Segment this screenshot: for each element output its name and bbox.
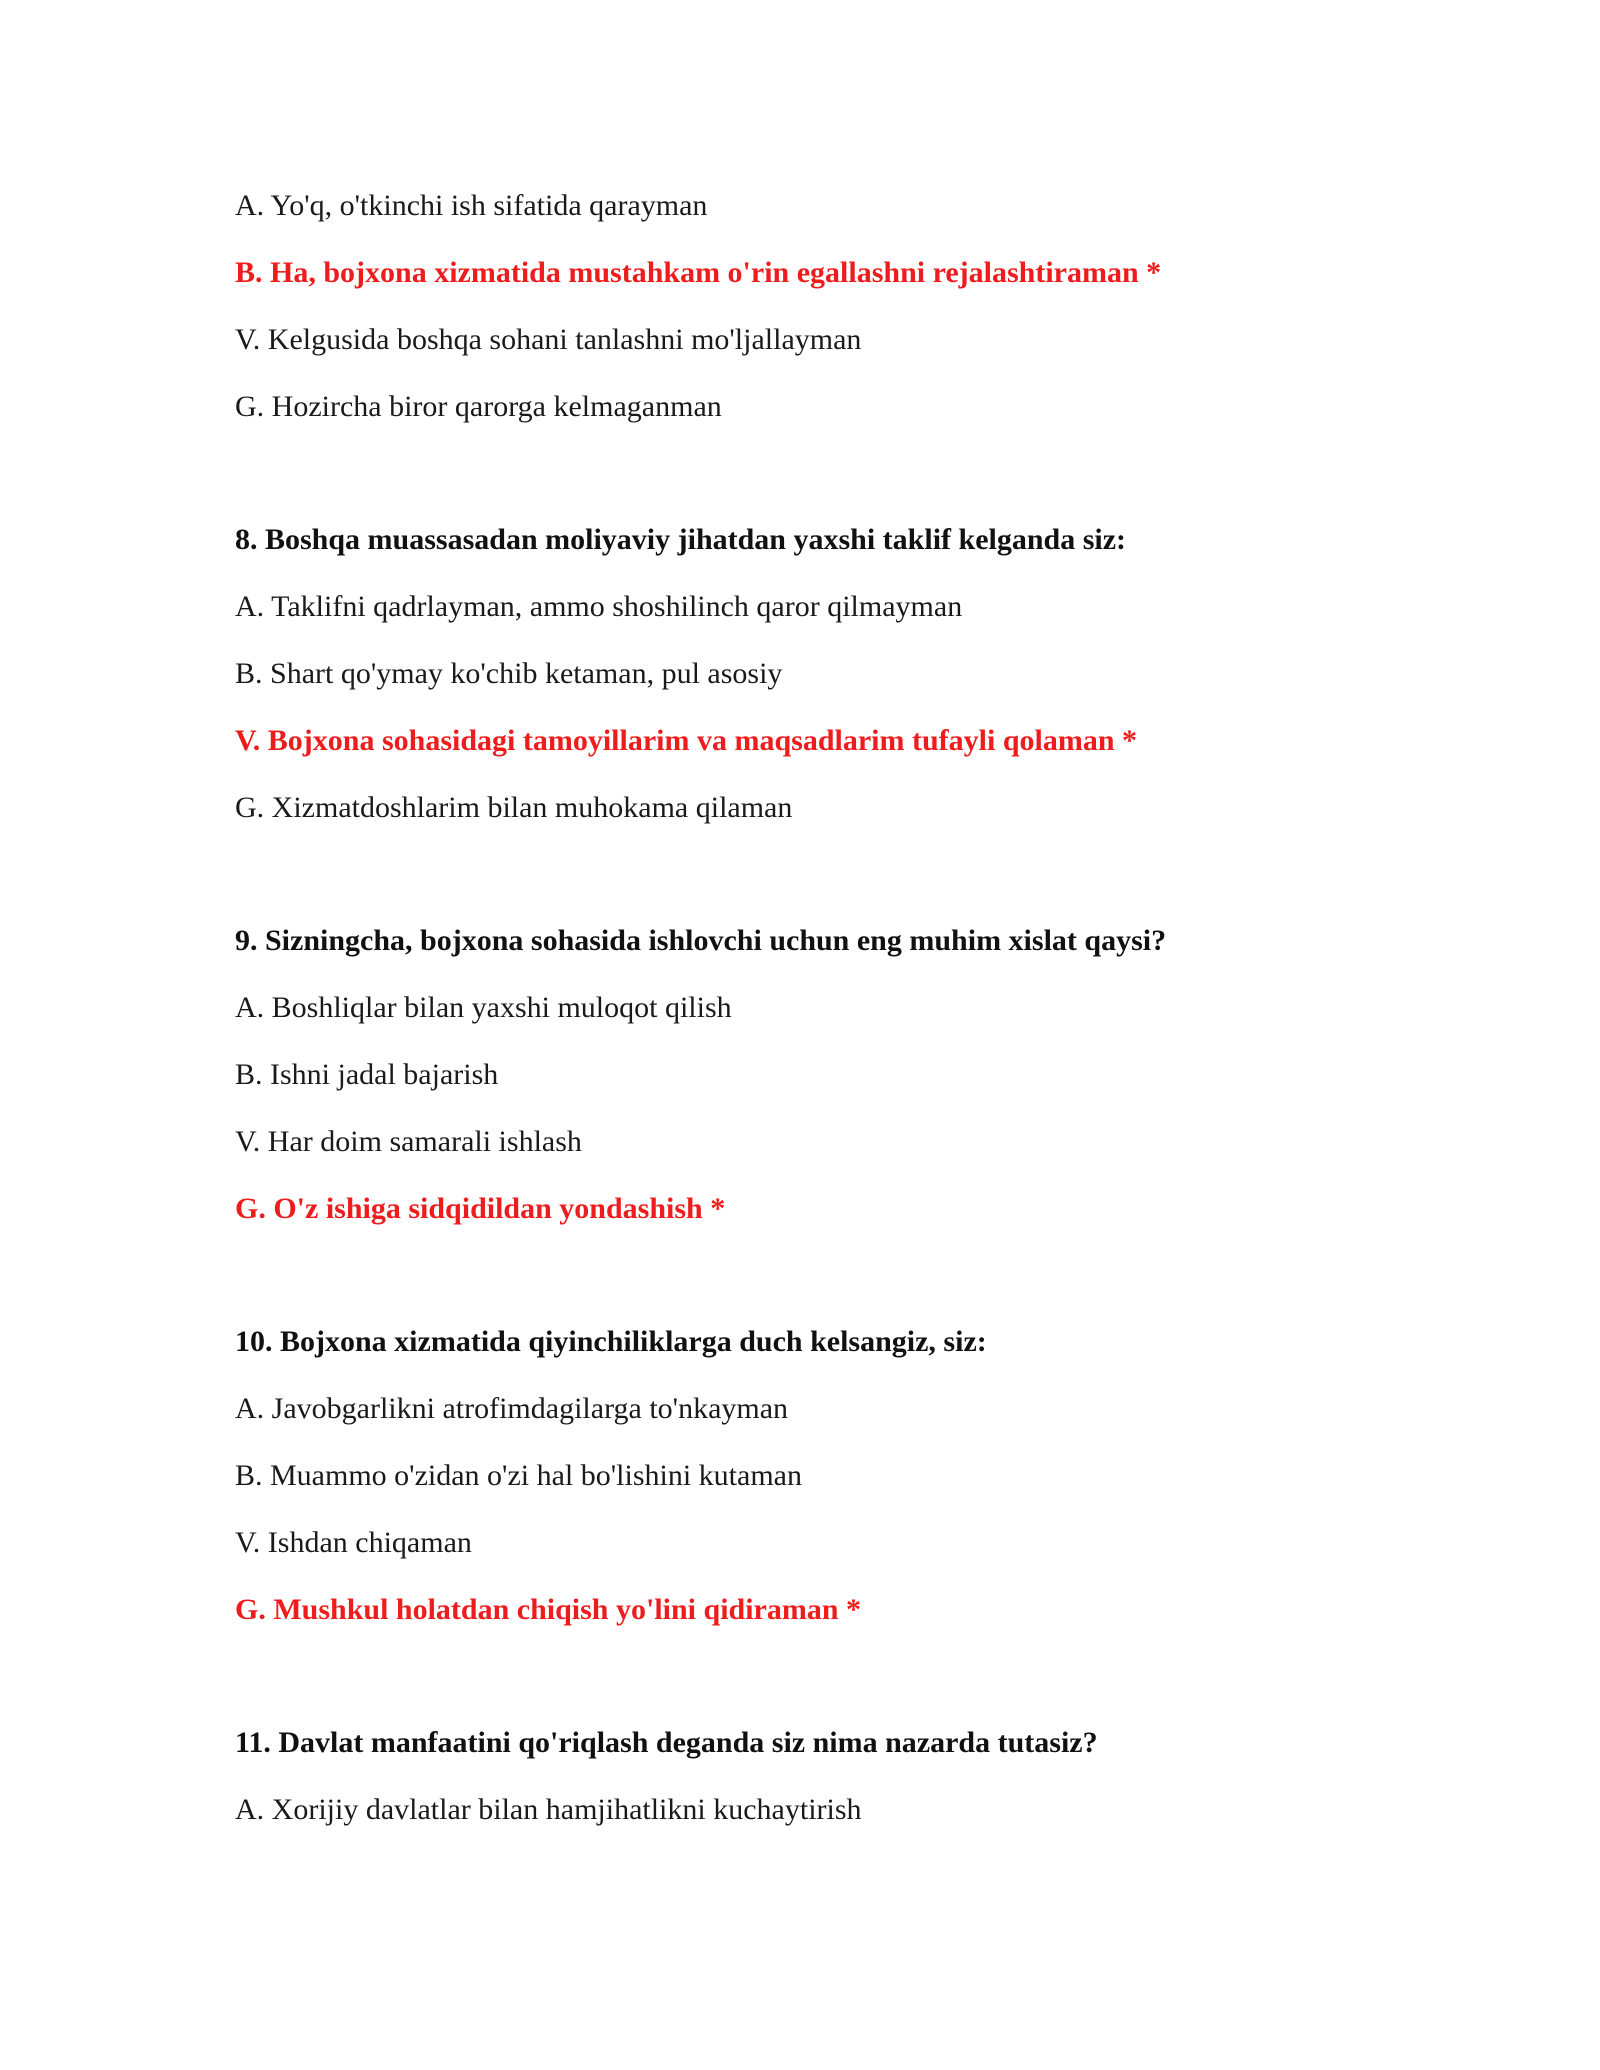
- q11-option-a: A. Xorijiy davlatlar bilan hamjihatlikni kuchaytirish: [235, 1793, 862, 1826]
- q8-option-g: G. Xizmatdoshlarim bilan muhokama qilaman: [235, 791, 793, 824]
- q7-option-g: G. Hozircha biror qarorga kelmaganman: [235, 390, 722, 423]
- q10-question: 10. Bojxona xizmatida qiyinchiliklarga duch kelsangiz, siz:: [235, 1325, 987, 1358]
- q10-option-a: A. Javobgarlikni atrofimdagilarga to'nkayman: [235, 1392, 789, 1425]
- q7-option-b-correct: B. Ha, bojxona xizmatida mustahkam o'rin egallashni rejalashtiraman *: [235, 256, 1162, 289]
- q8-option-b: B. Shart qo'ymay ko'chib ketaman, pul asosiy: [235, 657, 783, 690]
- q8-option-a: A. Taklifni qadrlayman, ammo shoshilinch qaror qilmayman: [235, 590, 963, 623]
- q9-option-v: V. Har doim samarali ishlash: [235, 1125, 582, 1158]
- q8-question: 8. Boshqa muassasadan moliyaviy jihatdan yaxshi taklif kelganda siz:: [235, 523, 1127, 556]
- q7-option-a: A. Yo'q, o'tkinchi ish sifatida qarayman: [235, 189, 708, 222]
- q11-question: 11. Davlat manfaatini qo'riqlash deganda siz nima nazarda tutasiz?: [235, 1726, 1098, 1759]
- q10-option-v: V. Ishdan chiqaman: [235, 1526, 472, 1559]
- q9-option-a: A. Boshliqlar bilan yaxshi muloqot qilish: [235, 991, 732, 1024]
- q9-option-b: B. Ishni jadal bajarish: [235, 1058, 499, 1091]
- q10-option-g-correct: G. Mushkul holatdan chiqish yo'lini qidiraman *: [235, 1593, 862, 1626]
- q9-option-g-correct: G. O'z ishiga sidqidildan yondashish *: [235, 1192, 726, 1225]
- q8-option-v-correct: V. Bojxona sohasidagi tamoyillarim va maqsadlarim tufayli qolaman *: [235, 724, 1138, 757]
- q10-option-b: B. Muammo o'zidan o'zi hal bo'lishini kutaman: [235, 1459, 802, 1492]
- q7-option-v: V. Kelgusida boshqa sohani tanlashni mo'ljallayman: [235, 323, 862, 356]
- q9-question: 9. Sizningcha, bojxona sohasida ishlovchi uchun eng muhim xislat qaysi?: [235, 924, 1167, 957]
